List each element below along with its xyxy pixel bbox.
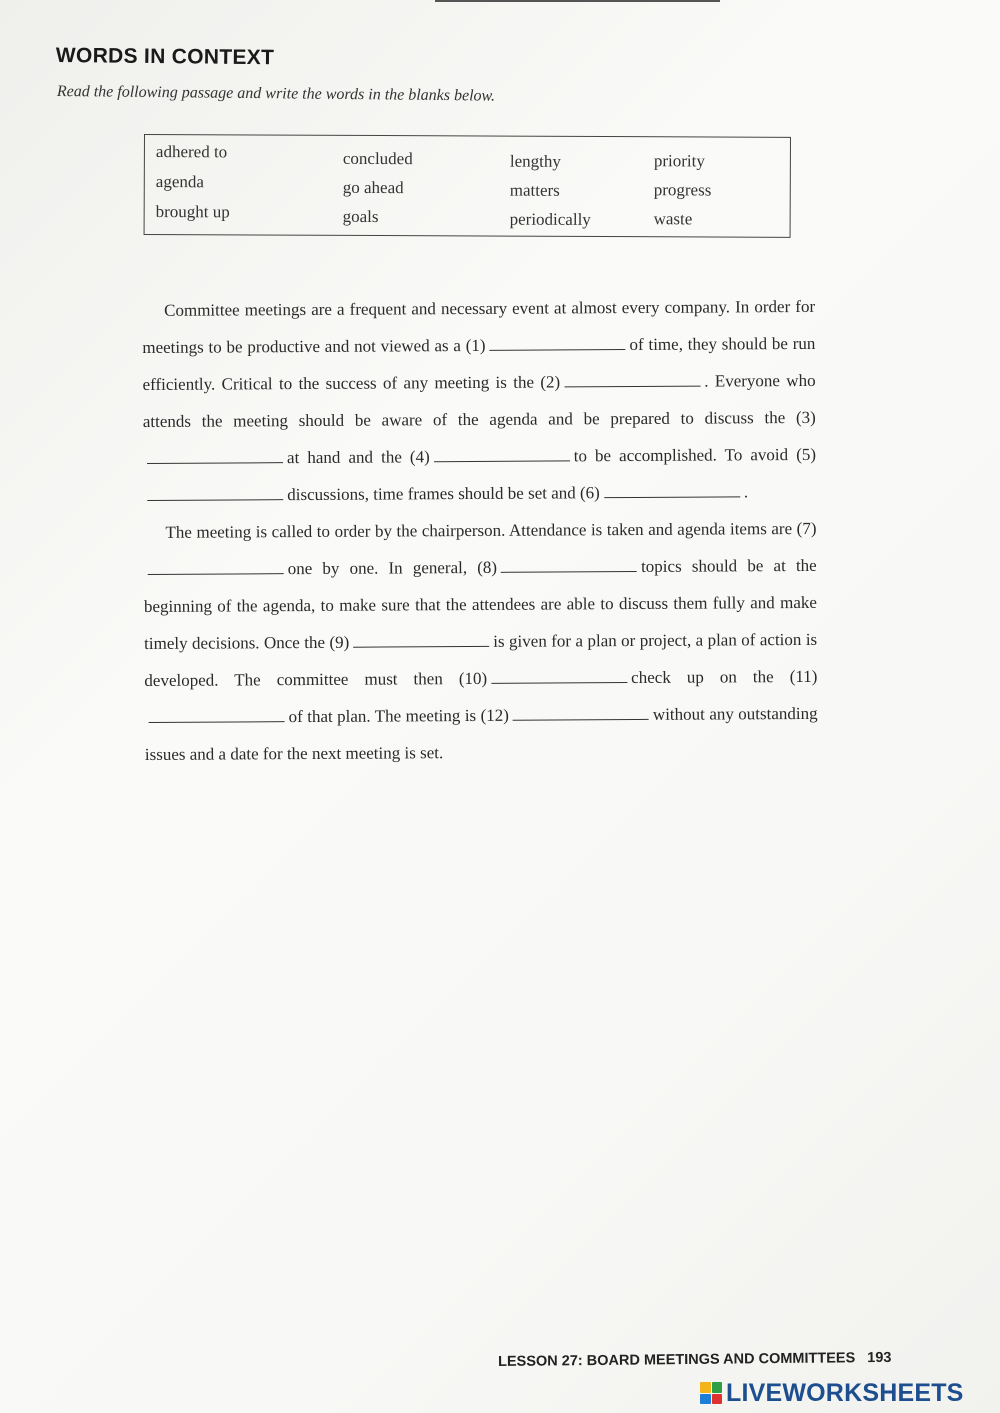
blank-2[interactable]: [564, 385, 700, 388]
word-bank-item: matters: [509, 180, 560, 200]
passage-text: at hand and the (4): [286, 447, 430, 468]
instruction-text: Read the following passage and write the words in the blanks below.: [56, 83, 496, 105]
word-bank-item: brought up: [155, 202, 230, 222]
passage-text: is given for a plan or project, a plan of action is developed. The committee must then (10): [144, 629, 818, 690]
blank-6[interactable]: [604, 495, 740, 498]
word-bank-item: go ahead: [342, 177, 404, 198]
blank-10[interactable]: [491, 681, 627, 684]
blank-9[interactable]: [353, 645, 489, 648]
top-rule: [435, 0, 720, 2]
word-bank-item: waste: [653, 209, 693, 229]
blank-3[interactable]: [147, 461, 283, 464]
lesson-title: LESSON 27: BOARD MEETINGS AND COMMITTEES: [498, 1350, 856, 1370]
word-bank-item: concluded: [342, 148, 413, 169]
page-number: 193: [867, 1349, 892, 1367]
passage-text: one by one. In general, (8): [287, 557, 498, 579]
passage-text: without any outstanding issues and a date for the next meeting is set.: [144, 703, 818, 764]
blank-1[interactable]: [490, 348, 626, 351]
blank-5[interactable]: [147, 498, 283, 501]
word-bank-item: progress: [653, 180, 712, 200]
passage: [142, 288, 818, 773]
blank-12[interactable]: [513, 718, 649, 721]
passage-text: topics should be at the beginning of the agenda, to make sure that the attendees are able to discuss them fully and make timely decisions. Once the (9): [143, 555, 817, 653]
brand-name: LIVEWORKSHEETS: [726, 1378, 964, 1407]
liveworksheets-logo-icon: [700, 1382, 722, 1404]
word-bank-item: adhered to: [155, 142, 228, 162]
passage-text: . Everyone who attends the meeting should be aware of the agenda and be prepared to discuss the (3): [142, 370, 816, 431]
blank-11[interactable]: [149, 720, 285, 723]
word-bank-item: goals: [342, 206, 379, 227]
word-bank-item: priority: [653, 151, 705, 171]
blank-7[interactable]: [148, 572, 284, 575]
word-bank-item: lengthy: [509, 151, 561, 171]
blank-4[interactable]: [434, 459, 570, 462]
passage-text: .: [743, 482, 749, 502]
passage-text: discussions, time frames should be set and (6): [287, 483, 600, 505]
paragraph-1: [142, 288, 816, 514]
word-bank-item: periodically: [509, 209, 591, 229]
section-heading: WORDS IN CONTEXT: [55, 44, 275, 70]
passage-text: check up on the (11): [631, 666, 818, 688]
blank-8[interactable]: [501, 570, 637, 573]
word-bank-box: [144, 134, 791, 238]
word-bank-item: agenda: [155, 172, 204, 192]
passage-text: Committee meetings are a frequent and necessary event at almost every company. In order for meetings to be productive and not viewed as a (1): [142, 296, 816, 357]
passage-text: to be accomplished. To avoid (5): [573, 444, 817, 466]
passage-text: The meeting is called to order by the chairperson. Attendance is taken and agenda items are (7): [165, 518, 817, 542]
paragraph-2: [143, 510, 818, 773]
liveworksheets-brand[interactable]: [700, 1380, 964, 1406]
passage-text: of that plan. The meeting is (12): [288, 705, 509, 727]
passage-text: of time, they should be run efficiently. Critical to the success of any meeting is the (2): [142, 333, 816, 394]
